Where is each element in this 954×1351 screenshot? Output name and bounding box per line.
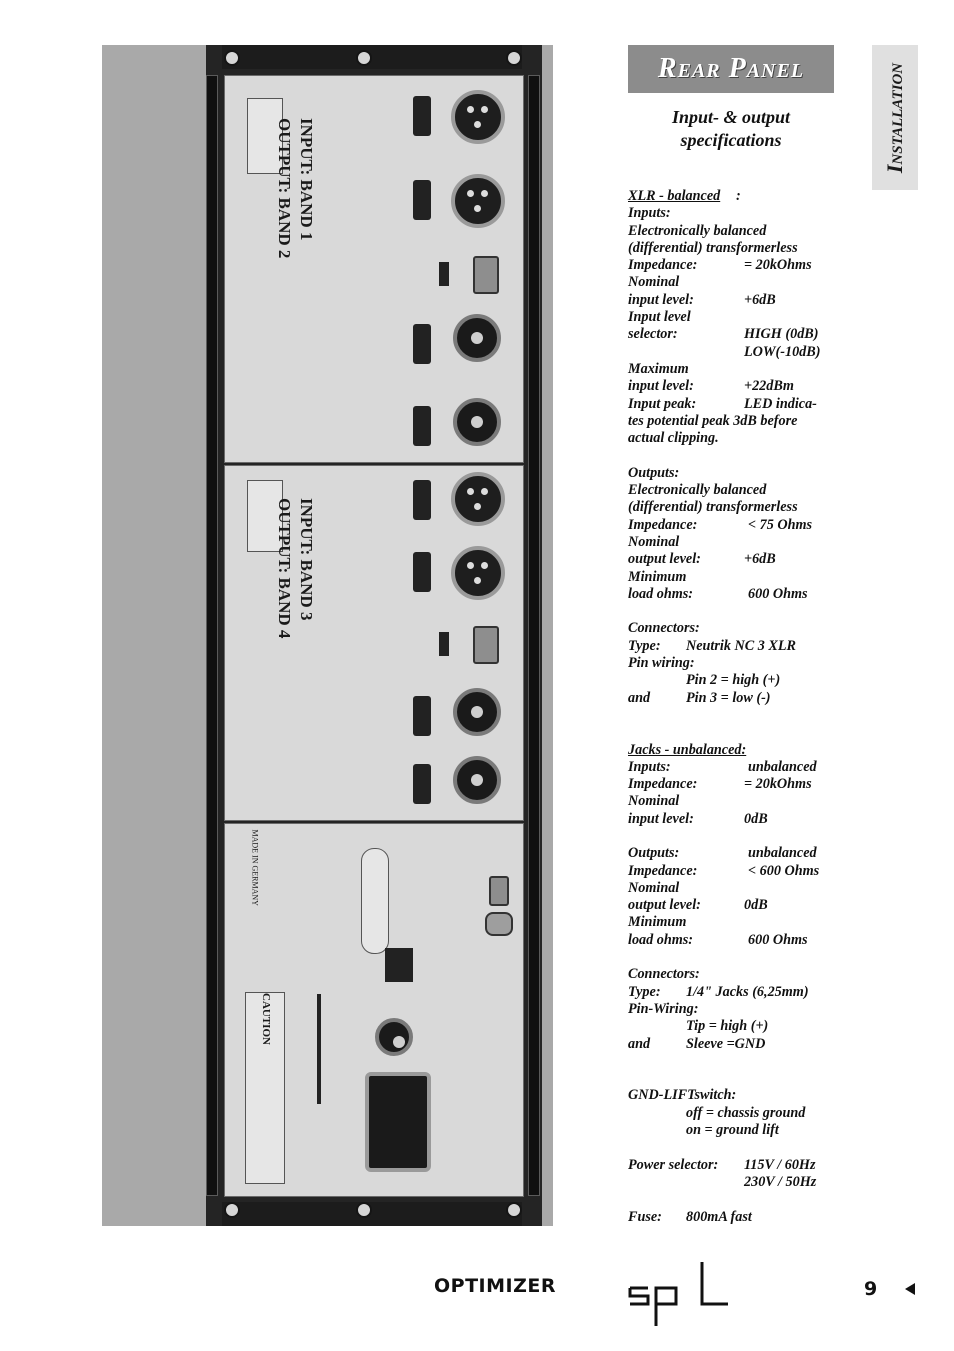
spec-value: Pin 3 = low (-) — [686, 689, 771, 706]
spec-label: Pin wiring: — [628, 655, 695, 672]
spec-line — [628, 517, 838, 534]
spec-label: (differential) transformerless — [628, 239, 798, 256]
spec-line — [628, 932, 838, 949]
spec-label: Outputs: — [628, 845, 680, 862]
spec-line — [628, 949, 838, 966]
spec-line — [628, 759, 838, 776]
rack-ear-bottom — [222, 1202, 522, 1226]
spec-line — [628, 378, 838, 395]
jack-output-2 — [453, 398, 501, 446]
spec-value: HIGH (0dB) — [744, 326, 819, 343]
power-plate — [224, 823, 524, 1197]
spec-line — [628, 1105, 838, 1122]
rear-panel-photo — [102, 45, 553, 1226]
spec-label: Fuse: — [628, 1208, 662, 1225]
spec-line — [628, 1139, 838, 1156]
spec-line — [628, 880, 838, 897]
spec-line — [628, 240, 838, 257]
level-selector-switch — [439, 262, 449, 286]
iec-power-socket — [365, 1072, 431, 1172]
input-3-jack-tag — [413, 696, 431, 736]
spec-value: +6dB — [744, 551, 776, 568]
spec-label: input level: — [628, 810, 694, 827]
spec-label: Nominal — [628, 274, 680, 291]
fuse-holder — [375, 1018, 413, 1056]
spec-line — [628, 897, 838, 914]
chapter-tab — [872, 45, 918, 190]
spec-value: 0dB — [744, 897, 768, 914]
spec-line — [628, 672, 838, 689]
spec-label: actual clipping. — [628, 430, 719, 447]
spec-label: GND-LIFTswitch: — [628, 1087, 737, 1104]
spec-label: Impedance: — [628, 862, 698, 879]
spec-label: output level: — [628, 897, 701, 914]
spec-label: Power selector: — [628, 1156, 719, 1173]
spec-line — [628, 430, 838, 447]
spec-line — [628, 257, 838, 274]
rack-rail-left — [206, 75, 218, 1196]
spec-value: on = ground lift — [686, 1122, 779, 1139]
spec-label: Type: — [628, 983, 661, 1000]
spec-line — [628, 551, 838, 568]
output-4-tag — [413, 552, 431, 592]
spec-label: Jacks - unbalanced: — [628, 741, 747, 758]
spec-value: Neutrik NC 3 XLR — [686, 637, 796, 654]
spec-value: unbalanced — [748, 845, 817, 862]
spec-line — [628, 292, 838, 309]
spec-label: Outputs: — [628, 464, 680, 481]
spec-line — [628, 569, 838, 586]
chapter-tab-label: Installation — [882, 62, 907, 173]
spec-label: Minimum — [628, 568, 687, 585]
band-1-2-label: INPUT: BAND 1 OUTPUT: BAND 2 — [275, 118, 316, 259]
spec-label: Impedance: — [628, 516, 698, 533]
spec-value: 800mA fast — [686, 1208, 752, 1225]
spec-line — [628, 603, 838, 620]
spec-label: input level: — [628, 378, 694, 395]
spec-label: Type: — [628, 637, 661, 654]
spec-line — [628, 811, 838, 828]
spec-value: +22dBm — [744, 378, 794, 395]
xlr-output-2-connector — [451, 174, 505, 228]
spec-line — [628, 396, 838, 413]
level-selector-switch — [439, 632, 449, 656]
model-info: MADE IN GERMANY — [250, 829, 260, 906]
spec-line — [628, 966, 838, 983]
spec-value: +6dB — [744, 291, 776, 308]
spec-line — [628, 1191, 838, 1208]
spec-line — [628, 344, 838, 361]
voltage-selector-window — [385, 948, 413, 982]
spec-label: Electronically balanced — [628, 482, 767, 499]
xlr-output-4-connector — [451, 546, 505, 600]
page-number: 9 — [864, 1278, 878, 1300]
spec-value: < 600 Ohms — [748, 862, 820, 879]
spec-value: 0dB — [744, 810, 768, 827]
spec-line — [628, 638, 838, 655]
output-2-jack-tag — [413, 406, 431, 446]
spec-value: 1/4" Jacks (6,25mm) — [686, 983, 809, 1000]
spl-logo-mark — [317, 994, 321, 1104]
spec-label: Nominal — [628, 879, 680, 896]
input-1-jack-tag — [413, 324, 431, 364]
peak-led — [473, 626, 499, 664]
spec-label: Pin-Wiring: — [628, 1000, 699, 1017]
spec-line — [628, 482, 838, 499]
spec-label: (differential) transformerless — [628, 499, 798, 516]
spec-value: Tip = high (+) — [686, 1018, 769, 1035]
spec-label: input level: — [628, 291, 694, 308]
device-rear-panel — [206, 45, 542, 1226]
spec-label: Nominal — [628, 793, 680, 810]
spec-label: and — [628, 689, 651, 706]
spec-line — [628, 845, 838, 862]
spec-line — [628, 223, 838, 240]
spec-line — [628, 1157, 838, 1174]
xlr-input-3-connector — [451, 472, 505, 526]
spec-line — [628, 447, 838, 464]
spec-line — [628, 586, 838, 603]
jack-input-3 — [453, 688, 501, 736]
band-3-4-plate — [224, 465, 524, 821]
spec-line — [628, 274, 838, 291]
spec-line — [628, 1122, 838, 1139]
spec-line — [628, 1036, 838, 1053]
spec-label: Inputs: — [628, 205, 671, 222]
spec-line — [628, 1209, 838, 1226]
spec-line — [628, 1174, 838, 1191]
spec-value: = 20kOhms — [744, 257, 812, 274]
spec-value: 115V / 60Hz — [744, 1156, 816, 1173]
spec-label: and — [628, 1035, 651, 1052]
page-nav-arrow-icon — [905, 1283, 915, 1295]
screw-icon — [224, 50, 240, 66]
spec-line — [628, 1018, 838, 1035]
spec-line — [628, 690, 838, 707]
product-name: OPTIMIZER — [434, 1275, 556, 1297]
spec-line — [628, 413, 838, 430]
spec-value: Pin 2 = high (+) — [686, 672, 781, 689]
spec-label: Inputs: — [628, 758, 671, 775]
spec-line — [628, 205, 838, 222]
input-1-tag — [413, 96, 431, 136]
spec-value: < 75 Ohms — [748, 516, 813, 533]
spec-line — [628, 793, 838, 810]
subtitle: Input- & output specifications — [671, 107, 791, 150]
spec-line — [628, 828, 838, 845]
spec-label: load ohms: — [628, 585, 694, 602]
power-selector — [485, 912, 513, 936]
spec-line — [628, 309, 838, 326]
spec-value: LOW(-10dB) — [744, 343, 821, 360]
serial-label — [361, 848, 389, 954]
spec-line — [628, 914, 838, 931]
spec-label: Connectors: — [628, 620, 700, 637]
spec-label: tes potential peak 3dB before — [628, 412, 798, 429]
spec-value: LED indica- — [744, 395, 817, 412]
output-2-tag — [413, 180, 431, 220]
output-4-jack-tag — [413, 764, 431, 804]
spec-value: 230V / 50Hz — [744, 1173, 817, 1190]
spec-line — [628, 724, 838, 741]
spec-label: Nominal — [628, 533, 680, 550]
section-title-bar — [628, 45, 834, 93]
spec-line — [628, 1070, 838, 1087]
screw-icon — [224, 1202, 240, 1218]
spec-line — [628, 984, 838, 1001]
jack-output-4 — [453, 756, 501, 804]
specifications-list — [628, 188, 838, 1226]
spec-line — [628, 1001, 838, 1018]
spec-line — [628, 361, 838, 378]
spec-label: Minimum — [628, 914, 687, 931]
input-3-tag — [413, 480, 431, 520]
screw-icon — [356, 1202, 372, 1218]
spec-line — [628, 1087, 838, 1104]
spec-label: Impedance: — [628, 776, 698, 793]
spec-line — [628, 326, 838, 343]
screw-icon — [506, 1202, 522, 1218]
spec-label: output level: — [628, 551, 701, 568]
spec-line — [628, 776, 838, 793]
spl-logo — [628, 1262, 732, 1330]
spec-line — [628, 1053, 838, 1070]
rack-rail-right — [528, 75, 540, 1196]
gnd-lift-switch — [489, 876, 509, 906]
spec-label: Connectors: — [628, 966, 700, 983]
spec-line — [628, 620, 838, 637]
spec-value: = 20kOhms — [744, 776, 812, 793]
peak-led — [473, 256, 499, 294]
svg-text:spl: spl — [628, 1262, 630, 1263]
spec-label: Input level — [628, 309, 691, 326]
spec-label: Maximum — [628, 360, 689, 377]
spec-line — [628, 863, 838, 880]
spec-label: selector: — [628, 326, 678, 343]
spec-label: load ohms: — [628, 931, 694, 948]
spec-line — [628, 655, 838, 672]
spec-label: Electronically balanced — [628, 222, 767, 239]
spec-line — [628, 465, 838, 482]
spec-value: 600 Ohms — [748, 585, 808, 602]
spec-line — [628, 707, 838, 724]
spec-line — [628, 534, 838, 551]
spec-label: Impedance: — [628, 257, 698, 274]
spec-line: XLR - balanced : — [628, 188, 741, 204]
screw-icon — [356, 50, 372, 66]
jack-input-1 — [453, 314, 501, 362]
spec-line — [628, 742, 838, 759]
rack-ear-top — [222, 45, 522, 69]
xlr-input-1-connector — [451, 90, 505, 144]
spec-label: XLR - balanced — [628, 188, 721, 204]
spec-value: unbalanced — [748, 758, 817, 775]
spec-label: Input peak: — [628, 395, 697, 412]
spec-value: off = chassis ground — [686, 1104, 806, 1121]
screw-icon — [506, 50, 522, 66]
band-1-2-plate — [224, 75, 524, 463]
caution-label: CAUTION — [245, 992, 285, 1184]
spec-value: 600 Ohms — [748, 931, 808, 948]
spec-line — [628, 499, 838, 516]
spec-value: Sleeve =GND — [686, 1035, 766, 1052]
band-3-4-label: INPUT: BAND 3 OUTPUT: BAND 4 — [275, 498, 316, 639]
section-title: Rear Panel — [657, 53, 805, 84]
